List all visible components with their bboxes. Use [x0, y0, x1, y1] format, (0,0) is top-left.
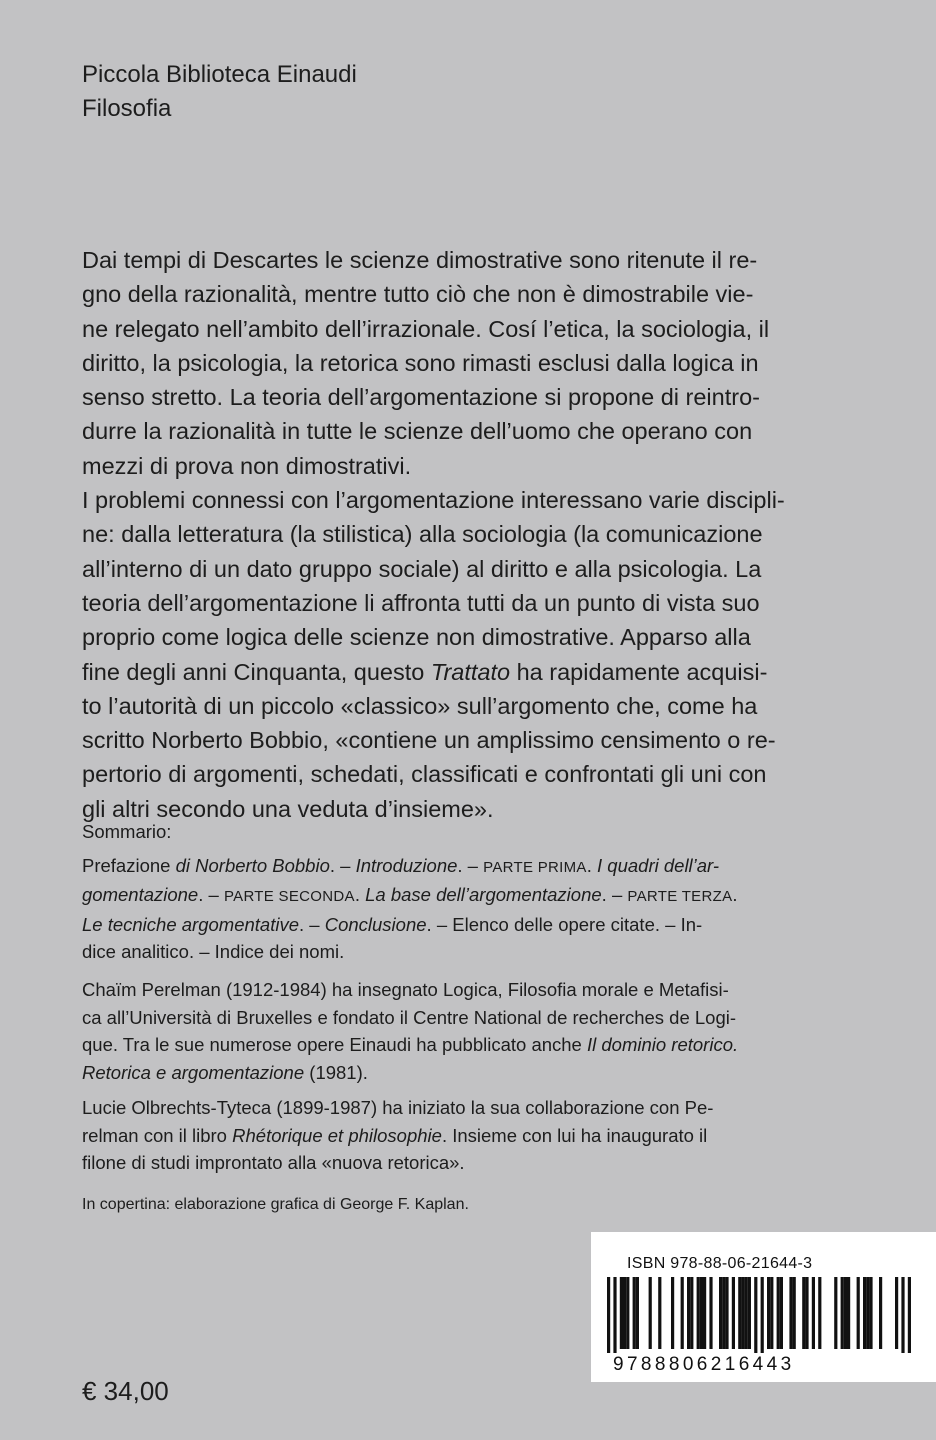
barcode-bar: [722, 1277, 725, 1349]
barcode-bar: [745, 1277, 748, 1349]
barcode-bar: [802, 1277, 805, 1349]
barcode-bar: [681, 1277, 684, 1349]
barcode-bar: [834, 1277, 837, 1349]
barcode-bar: [901, 1277, 904, 1353]
sommario-line: dice analitico. – Indice dei nomi.: [82, 941, 345, 962]
isbn-label: ISBN 978-88-06-21644-3: [627, 1255, 813, 1272]
barcode-bar: [633, 1277, 636, 1349]
blurb-line: ne: dalla letteratura (la stilistica) alla sociologia (la comunicazione: [82, 521, 763, 548]
back-cover-blurb: [82, 243, 858, 826]
barcode-bar: [841, 1277, 844, 1349]
blurb-line: diritto, la psicologia, la retorica sono rimasti esclusi dalla logica in: [82, 349, 759, 376]
blurb-line: scritto Norberto Bobbio, «contiene un amplissimo censimento o re-: [82, 727, 776, 754]
blurb-line: proprio come logica delle scienze non dimostrative. Apparso alla: [82, 624, 751, 651]
barcode-bar: [805, 1277, 808, 1349]
blurb-line: gli altri secondo una veduta d’insieme».: [82, 795, 494, 822]
barcode-bar: [697, 1277, 700, 1349]
blurb-line: all’interno di un dato gruppo sociale) al diritto e alla psicologia. La: [82, 555, 762, 582]
blurb-line: fine degli anni Cinquanta, questo Trattato ha rapidamente acquisi-: [82, 658, 768, 685]
blurb-line: I problemi connessi con l’argomentazione interessano varie discipli-: [82, 487, 785, 514]
barcode-bar: [793, 1277, 796, 1349]
barcode-bar: [719, 1277, 722, 1349]
sommario-heading: Sommario:: [82, 821, 172, 842]
barcode-bar: [732, 1277, 735, 1349]
author-bio-perelman: Chaïm Perelman (1912-1984) ha insegnato Logica, Filosofia morale e Metafisi- ca all’Università di Bruxelles e fondato il Centre National de recherches de Logi- que. Tra le sue numerose opere Einaudi ha pubblicato anche Il dominio retorico. Retorica e argomentazione (1981).: [82, 979, 739, 1083]
price: € 34,00: [82, 1376, 169, 1406]
author-bio-olbrechts: Lucie Olbrechts-Tyteca (1899-1987) ha iniziato la sua collaborazione con Pe- relman con il libro Rhétorique et philosophie. Insieme con lui ha inaugurato il filone di studi improntato alla «nuova retorica».: [82, 1097, 714, 1173]
barcode-bar: [754, 1277, 757, 1353]
barcode-bar: [690, 1277, 693, 1349]
blurb-line: durre la razionalità in tutte le scienze dell’uomo che operano con: [82, 418, 753, 445]
blurb-line: pertorio di argomenti, schedati, classificati e confrontati gli uni con: [82, 761, 767, 788]
barcode-icon: [603, 1277, 929, 1353]
barcode-bar: [709, 1277, 712, 1349]
blurb-line: to l’autorità di un piccolo «classico» sull’argomento che, come ha: [82, 692, 758, 719]
cover-credit: In copertina: elaborazione grafica di George F. Kaplan.: [82, 1196, 469, 1213]
barcode-bar: [636, 1277, 639, 1349]
series-name: Piccola Biblioteca Einaudi: [82, 61, 357, 88]
barcode-bar: [658, 1277, 661, 1349]
barcode-bar: [703, 1277, 706, 1349]
barcode-bar: [879, 1277, 882, 1349]
barcode-bar: [812, 1277, 815, 1349]
barcode-bar: [767, 1277, 770, 1349]
barcode-bar: [649, 1277, 652, 1349]
barcode-bar: [607, 1277, 610, 1353]
sommario-line: Prefazione di Norberto Bobbio. – Introduzione. – PARTE PRIMA. I quadri dell’ar-: [82, 854, 720, 876]
barcode-bar: [895, 1277, 898, 1349]
barcode-bar: [741, 1277, 744, 1349]
barcode-bar: [908, 1277, 911, 1353]
isbn-digits: 9788806216443: [613, 1354, 795, 1375]
blurb-line: teoria dell’argomentazione li affronta tutti da un punto di vista suo: [82, 589, 760, 616]
blurb-line: senso stretto. La teoria dell’argomentazione si propone di reintro-: [82, 384, 760, 411]
barcode-bar: [613, 1277, 616, 1353]
blurb-line: ne relegato nell’ambito dell’irrazionale. Cosí l’etica, la sociologia, il: [82, 315, 770, 342]
barcode-bar: [818, 1277, 821, 1349]
blurb-line: mezzi di prova non dimostrativi.: [82, 452, 412, 479]
series-title: [82, 58, 357, 126]
barcode-bar: [844, 1277, 847, 1349]
barcode-bar: [869, 1277, 872, 1349]
barcode-bar: [671, 1277, 674, 1349]
barcode-bar: [738, 1277, 741, 1349]
barcode-bar: [623, 1277, 626, 1349]
barcode-bar: [748, 1277, 751, 1349]
barcode-bar: [863, 1277, 866, 1349]
series-subject: Filosofia: [82, 95, 172, 122]
blurb-line: gno della razionalità, mentre tutto ciò che non è dimostrabile vie-: [82, 281, 754, 308]
barcode-bar: [620, 1277, 623, 1349]
barcode-bar: [770, 1277, 773, 1349]
barcode-bar: [857, 1277, 860, 1349]
barcode-bar: [687, 1277, 690, 1349]
book-title-italic: Trattato: [430, 658, 511, 685]
sommario-line: gomentazione. – PARTE SECONDA. La base dell’argomentazione. – PARTE TERZA.: [82, 884, 738, 905]
sommario-line: Le tecniche argomentative. – Conclusione. – Elenco delle opere citate. – In-: [82, 913, 703, 935]
sommario-section: [82, 818, 858, 966]
barcode-bar: [866, 1277, 869, 1349]
barcode-bar: [847, 1277, 850, 1349]
barcode-bar: [725, 1277, 728, 1349]
barcode-bar: [789, 1277, 792, 1349]
barcode-bar: [761, 1277, 764, 1353]
barcode-bar: [780, 1277, 783, 1349]
barcode-bar: [777, 1277, 780, 1349]
barcode-bar: [700, 1277, 703, 1349]
barcode-bar: [626, 1277, 629, 1349]
blurb-line: Dai tempi di Descartes le scienze dimostrative sono ritenute il re-: [82, 247, 758, 273]
